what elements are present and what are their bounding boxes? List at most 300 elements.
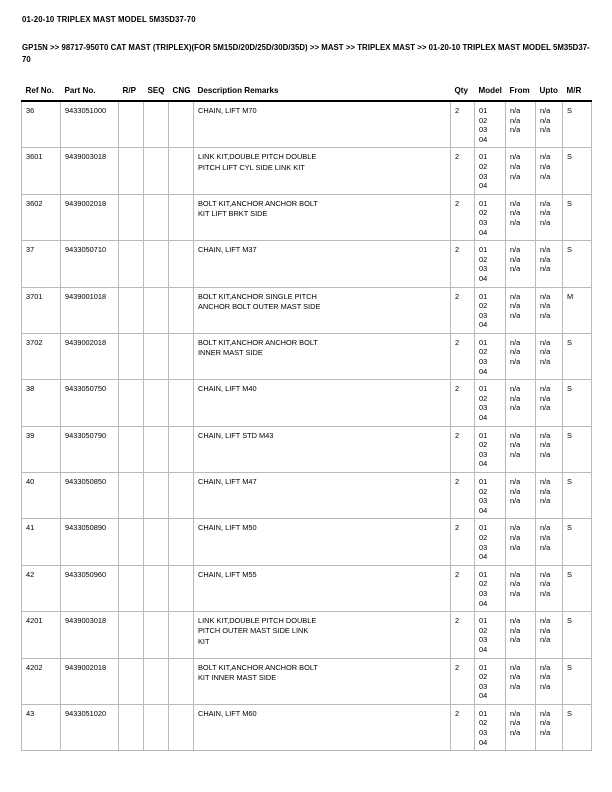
- description-line: KIT LIFT BRKT SIDE: [198, 208, 268, 218]
- upto-value: n/a: [540, 384, 551, 394]
- cell-description: [194, 426, 451, 472]
- from-value: n/a: [510, 310, 521, 320]
- cell-ref-no: 39: [22, 426, 61, 472]
- model: [479, 292, 502, 330]
- cell-rp: [119, 473, 144, 519]
- cell-model: [475, 241, 506, 287]
- model-value: 04: [479, 181, 488, 191]
- cell-part-no[interactable]: 9439002018: [61, 194, 119, 240]
- from-value: n/a: [510, 718, 521, 728]
- table-row[interactable]: [22, 287, 592, 333]
- cell-ref-no: 37: [22, 241, 61, 287]
- upto-value: n/a: [540, 291, 551, 301]
- upto: [540, 199, 559, 228]
- cell-from: [506, 380, 536, 426]
- cell-qty: 2: [451, 194, 475, 240]
- cell-part-no[interactable]: 9439002018: [61, 658, 119, 704]
- cell-upto: [536, 380, 563, 426]
- from: [510, 663, 532, 692]
- column-header-seq: SEQ: [144, 86, 169, 101]
- cell-description: [194, 473, 451, 519]
- upto-value: n/a: [540, 403, 551, 413]
- from-value: n/a: [510, 625, 521, 635]
- cell-mr: S: [563, 241, 592, 287]
- model-value: 02: [479, 532, 488, 542]
- upto-value: n/a: [540, 486, 551, 496]
- model-value: 03: [479, 496, 488, 506]
- cell-upto: [536, 241, 563, 287]
- cell-description: [194, 612, 451, 658]
- cell-seq: [144, 241, 169, 287]
- cell-ref-no: 38: [22, 380, 61, 426]
- cell-part-no[interactable]: 9433050890: [61, 519, 119, 565]
- model-value: 01: [479, 291, 488, 301]
- upto: [540, 616, 559, 645]
- model-value: 03: [479, 171, 488, 181]
- cell-rp: [119, 565, 144, 611]
- upto: [540, 106, 559, 135]
- from-value: n/a: [510, 681, 521, 691]
- from-value: n/a: [510, 616, 521, 626]
- cell-description: [194, 287, 451, 333]
- upto-value: n/a: [540, 254, 551, 264]
- cell-rp: [119, 194, 144, 240]
- cell-qty: 2: [451, 333, 475, 379]
- description-line: CHAIN, LIFT M50: [198, 523, 257, 533]
- cell-rp: [119, 426, 144, 472]
- cell-upto: [536, 612, 563, 658]
- upto-value: n/a: [540, 198, 551, 208]
- description-line: BOLT KIT,ANCHOR SINGLE PITCH: [198, 291, 317, 301]
- from: [510, 338, 532, 367]
- cell-upto: [536, 565, 563, 611]
- description-line: CHAIN, LIFT M47: [198, 477, 257, 486]
- cell-from: [506, 287, 536, 333]
- upto-value: n/a: [540, 728, 551, 738]
- model-value: 02: [479, 579, 488, 589]
- cell-seq: [144, 704, 169, 750]
- from-value: n/a: [510, 403, 521, 413]
- cell-from: [506, 565, 536, 611]
- cell-cng: [169, 473, 194, 519]
- model-value: 01: [479, 569, 488, 579]
- cell-description: [194, 333, 451, 379]
- description-line: CHAIN, LIFT STD M43: [198, 430, 274, 440]
- description-line: PITCH OUTER MAST SIDE LINK: [198, 626, 309, 636]
- cell-part-no[interactable]: 9433050750: [61, 380, 119, 426]
- upto-value: n/a: [540, 708, 551, 718]
- cell-model: [475, 426, 506, 472]
- model-value: 03: [479, 403, 488, 413]
- model-value: 01: [479, 198, 488, 208]
- model: [479, 338, 502, 376]
- column-header-qty: Qty: [451, 86, 475, 101]
- cell-from: [506, 612, 536, 658]
- cell-seq: [144, 194, 169, 240]
- upto-value: n/a: [540, 449, 551, 459]
- from-value: n/a: [510, 542, 521, 552]
- model: [479, 663, 502, 701]
- column-header-part-no: Part No.: [61, 86, 119, 101]
- cell-from: [506, 426, 536, 472]
- cell-cng: [169, 426, 194, 472]
- cell-qty: 2: [451, 148, 475, 194]
- model: [479, 245, 502, 283]
- table-row[interactable]: [22, 565, 592, 611]
- from-value: n/a: [510, 728, 521, 738]
- upto: [540, 384, 559, 413]
- cell-model: [475, 612, 506, 658]
- model: [479, 152, 502, 190]
- cell-mr: S: [563, 704, 592, 750]
- upto-value: n/a: [540, 496, 551, 506]
- from: [510, 384, 532, 413]
- upto-value: n/a: [540, 245, 551, 255]
- from-value: n/a: [510, 357, 521, 367]
- cell-cng: [169, 704, 194, 750]
- upto-value: n/a: [540, 152, 551, 162]
- cell-part-no[interactable]: 9433050790: [61, 426, 119, 472]
- from-value: n/a: [510, 291, 521, 301]
- cell-seq: [144, 473, 169, 519]
- table-row[interactable]: [22, 704, 592, 750]
- upto-value: n/a: [540, 440, 551, 450]
- upto-value: n/a: [540, 579, 551, 589]
- cell-model: [475, 565, 506, 611]
- table-row[interactable]: [22, 380, 592, 426]
- from-value: n/a: [510, 115, 521, 125]
- upto: [540, 338, 559, 367]
- parts-table: [21, 86, 592, 751]
- parts-table-container: [21, 86, 591, 751]
- cell-rp: [119, 101, 144, 148]
- page-title: 01-20-10 TRIPLEX MAST MODEL 5M35D37-70: [22, 15, 196, 24]
- cell-cng: [169, 333, 194, 379]
- upto-value: n/a: [540, 217, 551, 227]
- cell-seq: [144, 333, 169, 379]
- from-value: n/a: [510, 217, 521, 227]
- upto: [540, 477, 559, 506]
- from-value: n/a: [510, 106, 521, 115]
- model: [479, 570, 502, 608]
- upto-value: n/a: [540, 569, 551, 579]
- upto: [540, 523, 559, 552]
- description-line: BOLT KIT,ANCHOR ANCHOR BOLT: [198, 337, 318, 347]
- cell-part-no[interactable]: 9433051020: [61, 704, 119, 750]
- cell-description: [194, 704, 451, 750]
- cell-seq: [144, 101, 169, 148]
- upto: [540, 431, 559, 460]
- cell-ref-no: 3702: [22, 333, 61, 379]
- model-value: 04: [479, 737, 488, 747]
- upto-value: n/a: [540, 681, 551, 691]
- model-value: 01: [479, 477, 488, 486]
- cell-ref-no: 43: [22, 704, 61, 750]
- from-value: n/a: [510, 337, 521, 347]
- cell-from: [506, 148, 536, 194]
- cell-qty: 2: [451, 473, 475, 519]
- cell-mr: S: [563, 380, 592, 426]
- model-value: 04: [479, 459, 488, 469]
- upto-value: n/a: [540, 337, 551, 347]
- from-value: n/a: [510, 635, 521, 645]
- table-row[interactable]: [22, 333, 592, 379]
- from-value: n/a: [510, 449, 521, 459]
- cell-description: [194, 148, 451, 194]
- from: [510, 477, 532, 506]
- model: [479, 477, 502, 515]
- from-value: n/a: [510, 171, 521, 181]
- from-value: n/a: [510, 301, 521, 311]
- upto-value: n/a: [540, 672, 551, 682]
- cell-mr: S: [563, 333, 592, 379]
- upto-value: n/a: [540, 477, 551, 486]
- upto-value: n/a: [540, 662, 551, 672]
- table-row[interactable]: [22, 658, 592, 704]
- upto-value: n/a: [540, 106, 551, 115]
- from: [510, 570, 532, 599]
- cell-mr: S: [563, 658, 592, 704]
- cell-part-no[interactable]: 9439001018: [61, 287, 119, 333]
- model-value: 01: [479, 708, 488, 718]
- cell-ref-no: 3601: [22, 148, 61, 194]
- cell-upto: [536, 704, 563, 750]
- upto: [540, 245, 559, 274]
- upto-value: n/a: [540, 161, 551, 171]
- table-row[interactable]: [22, 612, 592, 658]
- cell-ref-no: 40: [22, 473, 61, 519]
- from: [510, 616, 532, 645]
- model-value: 04: [479, 505, 488, 515]
- upto-value: n/a: [540, 430, 551, 440]
- description-line: CHAIN, LIFT M70: [198, 106, 257, 115]
- model-value: 01: [479, 430, 488, 440]
- model-value: 02: [479, 625, 488, 635]
- table-row[interactable]: [22, 101, 592, 148]
- description-line: BOLT KIT,ANCHOR ANCHOR BOLT: [198, 198, 318, 208]
- cell-qty: 2: [451, 287, 475, 333]
- from-value: n/a: [510, 672, 521, 682]
- from-value: n/a: [510, 440, 521, 450]
- cell-ref-no: 3701: [22, 287, 61, 333]
- cell-ref-no: 36: [22, 101, 61, 148]
- cell-qty: 2: [451, 658, 475, 704]
- cell-mr: S: [563, 426, 592, 472]
- model-value: 01: [479, 152, 488, 162]
- cell-rp: [119, 148, 144, 194]
- model: [479, 384, 502, 422]
- model-value: 01: [479, 245, 488, 255]
- cell-qty: 2: [451, 565, 475, 611]
- upto-value: n/a: [540, 523, 551, 533]
- cell-upto: [536, 101, 563, 148]
- model-value: 01: [479, 523, 488, 533]
- model-value: 03: [479, 217, 488, 227]
- upto-value: n/a: [540, 171, 551, 181]
- model-value: 02: [479, 161, 488, 171]
- from-value: n/a: [510, 477, 521, 486]
- cell-rp: [119, 704, 144, 750]
- upto-value: n/a: [540, 208, 551, 218]
- from-value: n/a: [510, 579, 521, 589]
- cell-seq: [144, 565, 169, 611]
- cell-model: [475, 658, 506, 704]
- upto-value: n/a: [540, 616, 551, 626]
- from-value: n/a: [510, 245, 521, 255]
- model-value: 03: [479, 310, 488, 320]
- from-value: n/a: [510, 125, 521, 135]
- column-header-from: From: [506, 86, 536, 101]
- upto-value: n/a: [540, 542, 551, 552]
- upto-value: n/a: [540, 625, 551, 635]
- cell-cng: [169, 658, 194, 704]
- cell-qty: 2: [451, 380, 475, 426]
- model-value: 04: [479, 366, 488, 376]
- from-value: n/a: [510, 588, 521, 598]
- cell-mr: S: [563, 101, 592, 148]
- from-value: n/a: [510, 393, 521, 403]
- column-header-upto: Upto: [536, 86, 563, 101]
- cell-from: [506, 658, 536, 704]
- model-value: 01: [479, 337, 488, 347]
- from-value: n/a: [510, 708, 521, 718]
- from-value: n/a: [510, 161, 521, 171]
- description-line: LINK KIT,DOUBLE PITCH DOUBLE: [198, 616, 317, 626]
- model-value: 02: [479, 672, 488, 682]
- description-line: CHAIN, LIFT M55: [198, 569, 257, 579]
- from-value: n/a: [510, 152, 521, 162]
- cell-seq: [144, 426, 169, 472]
- column-header-cng: CNG: [169, 86, 194, 101]
- cell-cng: [169, 241, 194, 287]
- cell-mr: S: [563, 565, 592, 611]
- cell-cng: [169, 380, 194, 426]
- cell-cng: [169, 101, 194, 148]
- upto: [540, 292, 559, 321]
- model-value: 03: [479, 264, 488, 274]
- cell-part-no[interactable]: 9433051000: [61, 101, 119, 148]
- cell-qty: 2: [451, 241, 475, 287]
- model-value: 02: [479, 301, 488, 311]
- model-value: 01: [479, 106, 488, 115]
- cell-model: [475, 148, 506, 194]
- model-value: 01: [479, 662, 488, 672]
- breadcrumb: GP15N >> 98717-950T0 CAT MAST (TRIPLEX)(FOR 5M15D/20D/25D/30D/35D) >> MAST >> TRIPLEX MAST >> 01-20-10 TRIPLEX MAST MODEL 5M35D37-70: [22, 43, 590, 64]
- cell-part-no[interactable]: 9433050960: [61, 565, 119, 611]
- cell-description: [194, 658, 451, 704]
- description-line: CHAIN, LIFT M60: [198, 708, 257, 718]
- model: [479, 199, 502, 237]
- upto-value: n/a: [540, 125, 551, 135]
- upto-value: n/a: [540, 393, 551, 403]
- cell-description: [194, 519, 451, 565]
- cell-upto: [536, 333, 563, 379]
- upto-value: n/a: [540, 347, 551, 357]
- from-value: n/a: [510, 208, 521, 218]
- model-value: 02: [479, 718, 488, 728]
- model-value: 04: [479, 413, 488, 423]
- cell-upto: [536, 473, 563, 519]
- cell-part-no[interactable]: 9439002018: [61, 333, 119, 379]
- cell-upto: [536, 658, 563, 704]
- cell-description: [194, 380, 451, 426]
- cell-qty: 2: [451, 426, 475, 472]
- cell-qty: 2: [451, 612, 475, 658]
- model-value: 04: [479, 598, 488, 608]
- cell-model: [475, 473, 506, 519]
- model-value: 04: [479, 320, 488, 330]
- description-line: KIT INNER MAST SIDE: [198, 672, 277, 682]
- column-header-description: Description Remarks: [194, 86, 451, 101]
- from-value: n/a: [510, 347, 521, 357]
- from-value: n/a: [510, 254, 521, 264]
- upto: [540, 570, 559, 599]
- model-value: 03: [479, 635, 488, 645]
- table-row[interactable]: [22, 148, 592, 194]
- table-row[interactable]: [22, 519, 592, 565]
- cell-model: [475, 380, 506, 426]
- upto-value: n/a: [540, 718, 551, 728]
- upto: [540, 663, 559, 692]
- upto-value: n/a: [540, 635, 551, 645]
- cell-from: [506, 473, 536, 519]
- from-value: n/a: [510, 569, 521, 579]
- cell-mr: S: [563, 519, 592, 565]
- model-value: 03: [479, 125, 488, 135]
- cell-upto: [536, 148, 563, 194]
- upto-value: n/a: [540, 264, 551, 274]
- cell-part-no[interactable]: 9433050850: [61, 473, 119, 519]
- model-value: 03: [479, 681, 488, 691]
- table-row[interactable]: [22, 194, 592, 240]
- upto-value: n/a: [540, 532, 551, 542]
- table-row[interactable]: [22, 473, 592, 519]
- model: [479, 106, 502, 144]
- table-row[interactable]: [22, 241, 592, 287]
- column-header-ref-no: Ref No.: [22, 86, 61, 101]
- from-value: n/a: [510, 662, 521, 672]
- cell-from: [506, 519, 536, 565]
- from-value: n/a: [510, 264, 521, 274]
- from: [510, 292, 532, 321]
- cell-ref-no: 4201: [22, 612, 61, 658]
- from-value: n/a: [510, 523, 521, 533]
- cell-ref-no: 3602: [22, 194, 61, 240]
- model-value: 04: [479, 134, 488, 144]
- cell-qty: 2: [451, 519, 475, 565]
- model-value: 03: [479, 588, 488, 598]
- description-line: ANCHOR BOLT OUTER MAST SIDE: [198, 301, 321, 311]
- from: [510, 523, 532, 552]
- cell-part-no[interactable]: 9439003018: [61, 612, 119, 658]
- cell-part-no[interactable]: 9439003018: [61, 148, 119, 194]
- cell-description: [194, 101, 451, 148]
- from: [510, 106, 532, 135]
- table-row[interactable]: [22, 426, 592, 472]
- cell-model: [475, 704, 506, 750]
- model-value: 02: [479, 347, 488, 357]
- cell-part-no[interactable]: 9433050710: [61, 241, 119, 287]
- cell-mr: S: [563, 194, 592, 240]
- model-value: 04: [479, 691, 488, 701]
- cell-model: [475, 519, 506, 565]
- model-value: 02: [479, 208, 488, 218]
- cell-upto: [536, 194, 563, 240]
- from-value: n/a: [510, 496, 521, 506]
- model-value: 04: [479, 552, 488, 562]
- cell-seq: [144, 148, 169, 194]
- cell-rp: [119, 612, 144, 658]
